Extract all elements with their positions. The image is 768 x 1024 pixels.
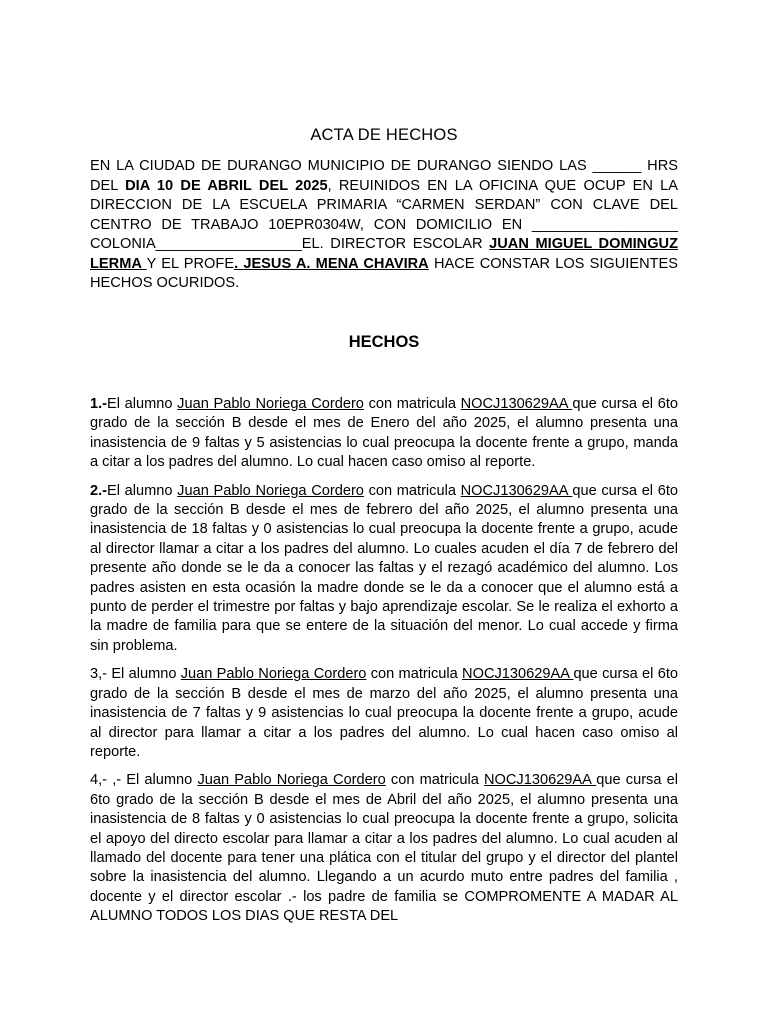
fact-text: con matricula [363,396,461,412]
student-name: Juan Pablo Noriega Cordero [180,666,367,683]
fact-text: con matricula [385,772,484,789]
intro-text-2: , REUINIDOS EN LA OFICINA QUE OCUP EN LA DIRECCION DE LA ESCUELA PRIMARIA “CARMEN SERDAN” CON CLAVE DEL CENTRO DE TRABAJO 10EPR0304W, CON DOMICILIO EN __________________ COLONIA__________________EL. DIRECTOR ESCOLAR [90,177,678,252]
intro-paragraph [90,157,678,294]
fact-item-1 [90,395,678,473]
student-name: Juan Pablo Noriega Cordero [177,396,364,412]
fact-text: El alumno [107,482,178,499]
fact-text: que cursa el 6to grado de la sección B desde el mes de marzo del año 2025, el alumno presenta una inasistencia de 7 faltas y 9 asistencias lo cual preocupa la docente frente a grupo, acude al director para llamar a citar a los padres del alumno. Lo cual hacen caso omiso al reporte. [90,666,678,760]
intro-text-3: Y EL PROFE [146,255,235,272]
director-name: JUAN MIGUEL DOMINGUZ LERMA [90,236,679,272]
intro-text-4: HACE CONSTAR LOS SIGUIENTES HECHOS OCURIDOS. [90,255,679,291]
fact-text: El alumno [111,666,181,683]
fact-text: El alumno [126,772,198,789]
student-matricula: NOCJ130629AA [460,482,573,499]
student-matricula: NOCJ130629AA [462,666,574,683]
facts-list [90,395,678,936]
fact-text: que cursa el 6to grado de la sección B desde el mes de Abril del año 2025, el alumno presenta una inasistencia de 8 faltas y 0 asistencias lo cual preocupa la docente frente a grupo, solicita el apoyo del directo escolar para llamar a citar a los padres del alumno. Lo cual acuden al llamado del docente para tener una plática con el titular del grupo y el director del plantel sobre la inasistencia del alumno. Llegando a un acurdo muto entre padres del familia , docente y el director escolar .- los padre de familia se COMPROMENTE A MADAR AL ALUMNO TODOS LOS DIAS QUE RESTA DEL [90,772,678,925]
fact-text: con matricula [366,666,463,683]
fact-text: El alumno [107,396,178,412]
fact-number: 4,- ,- [90,772,127,789]
student-matricula: NOCJ130629AA [484,772,597,789]
student-name: Juan Pablo Noriega Cordero [197,772,386,789]
meeting-date: DIA 10 DE ABRIL DEL 2025 [125,177,328,194]
fact-text: que cursa el 6to grado de la sección B desde el mes de Enero del año 2025, el alumno presenta una inasistencia de 9 faltas y 5 asistencias lo cual preocupa la docente frente a grupo, manda a citar a los padres del alumno. Lo cual hacen caso omiso al reporte. [90,396,678,471]
fact-number: 2.- [90,482,108,499]
student-name: Juan Pablo Noriega Cordero [177,482,364,499]
student-matricula: NOCJ130629AA [460,396,573,412]
fact-text: con matricula [363,482,461,499]
fact-text: que cursa el 6to grado de la sección B desde el mes de febrero del año 2025, el alumno presenta una inasistencia de 18 faltas y 0 asistencias lo cual preocupa la docente frente a grupo, acude al director llamar a citar a los padres del alumno. Lo cuales acuden el día 7 de febrero del presente año donde se le da a conocer las faltas y el rezagó académico del alumno. Los padres asisten en esta ocasión la madre donde se le da a conocer que el alumno está a punto de perder el trimestre por faltas y bajo aprendizaje escolar. Se le realiza el exhorto a la madre de familia para que se entere de la situación del menor. Lo cual accede y firma sin problema. [90,482,678,654]
section-heading: HECHOS [348,333,420,351]
fact-item-2 [90,482,678,657]
teacher-name: . JESUS A. MENA CHAVIRA [234,255,429,272]
document-title: ACTA DE HECHOS [310,126,458,144]
intro-text-1: EN LA CIUDAD DE DURANGO MUNICIPIO DE DURANGO SIENDO LAS ______ HRS DEL [90,158,678,194]
fact-number: 1.- [90,396,108,412]
fact-number: 3,- [90,666,112,683]
fact-item-4 [90,771,678,926]
fact-item-3 [90,665,678,762]
